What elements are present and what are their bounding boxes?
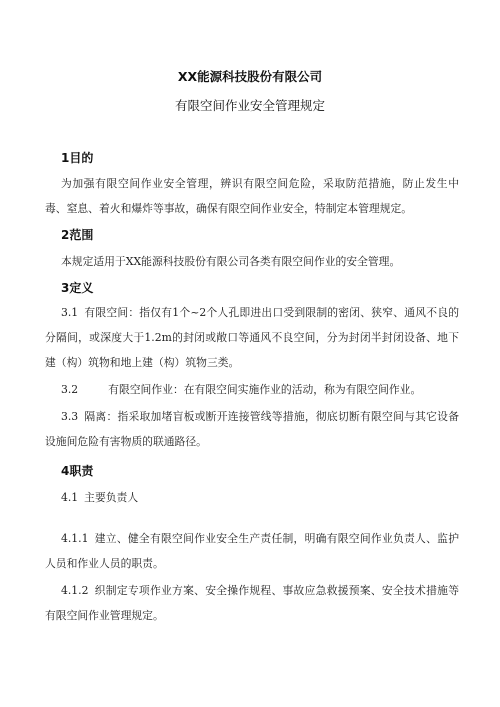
definition-item — [45, 300, 459, 375]
definition-item — [45, 404, 459, 454]
responsibility-text: 织制定专项作业方案、安全操作规程、事故应急救援预案、安全技术措施等有限空间作业管理规定。 — [45, 584, 459, 622]
responsibility-number: 4.1.2 — [61, 584, 89, 597]
scope-text: 本规定适用于XX能源科技股份有限公司各类有限空间作业的安全管理。 — [61, 255, 401, 268]
definition-text: 有限空间：指仅有1个~2个人孔即进出口受到限制的密闭、狭窄、通风不良的分隔间，或深度大于1.2m的封闭或敞口等通风不良空间，分为封闭半封闭设备、地下建（构）筑物和地上建（构）筑物三类。 — [45, 306, 459, 369]
section-heading-scope: 2范围 — [61, 228, 94, 242]
section-heading-purpose: 1目的 — [61, 151, 94, 165]
definition-number: 3.2 — [61, 383, 79, 396]
sub-heading — [61, 490, 138, 506]
responsibility-text: 建立、健全有限空间作业安全生产责任制，明确有限空间作业负责人、监护人员和作业人员的职责。 — [45, 532, 459, 570]
sub-heading-number: 4.1 — [61, 491, 79, 504]
responsibility-number: 4.1.1 — [61, 532, 89, 545]
section-heading-definitions: 3定义 — [61, 281, 94, 295]
section-heading-responsibilities: 4职责 — [61, 464, 94, 478]
company-name: XX能源科技股份有限公司 — [177, 69, 323, 84]
definition-text: 隔离：指采取加堵盲板或断开连接管线等措施，彻底切断有限空间与其它设备设施间危险有害物质的联通路径。 — [45, 410, 459, 448]
definition-item — [61, 382, 421, 398]
definition-text: 有限空间作业：在有限空间实施作业的活动，称为有限空间作业。 — [108, 383, 422, 396]
definition-number: 3.3 — [61, 410, 79, 423]
purpose-text: 为加强有限空间作业安全管理，辨识有限空间危险，采取防范措施，防止发生中毒、窒息、着火和爆炸等事故，确保有限空间作业安全，特制定本管理规定。 — [45, 177, 459, 215]
document-title: 有限空间作业安全管理规定 — [174, 98, 325, 113]
responsibility-item — [45, 578, 459, 628]
definition-number: 3.1 — [61, 306, 79, 319]
responsibility-item — [45, 526, 459, 576]
sub-heading-text: 主要负责人 — [84, 491, 139, 504]
